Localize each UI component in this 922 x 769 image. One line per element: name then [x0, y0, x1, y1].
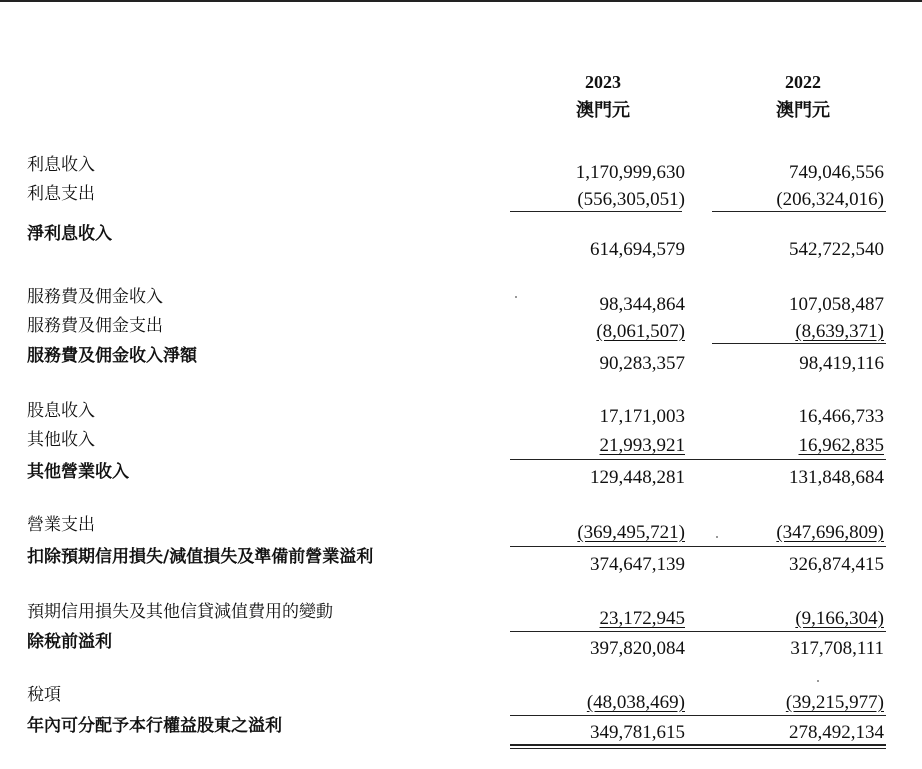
subtotal-rule-2023: [510, 211, 682, 212]
value-other-income-2022: 16,962,835: [798, 435, 884, 456]
label-dividend-income: 股息收入: [27, 401, 95, 421]
value-operating-profit-2023: 374,647,139: [590, 554, 685, 575]
value-fee-income-2023: 98,344,864: [599, 294, 685, 315]
scan-speck: [817, 680, 819, 682]
label-ecl-change: 預期信用損失及其他信貸減值費用的變動: [27, 602, 333, 622]
value-interest-expense-2022: (206,324,016): [776, 189, 884, 210]
total-double-rule-top: [510, 744, 886, 746]
value-tax-2022: (39,215,977): [785, 692, 884, 713]
label-operating-expenses: 營業支出: [27, 515, 95, 535]
value-other-operating-income-2022: 131,848,684: [789, 467, 884, 488]
value-ecl-change-2022: (9,166,304): [795, 608, 884, 629]
label-net-fee-income: 服務費及佣金收入淨額: [27, 346, 197, 366]
value-profit-for-year-2022: 278,492,134: [789, 722, 884, 743]
value-operating-profit-2022: 326,874,415: [789, 554, 884, 575]
subtotal-rule-ecl: [510, 631, 886, 632]
column-header-currency-2023: 澳門元: [576, 100, 630, 121]
label-interest-income: 利息收入: [27, 155, 95, 175]
total-double-rule-bottom: [510, 748, 886, 749]
value-profit-before-tax-2022: 317,708,111: [790, 638, 884, 659]
value-fee-expense-2022: (8,639,371): [795, 321, 884, 342]
label-other-operating-income: 其他營業收入: [27, 462, 129, 482]
value-net-interest-income-2023: 614,694,579: [590, 239, 685, 260]
column-header-year-2022: 2022: [785, 72, 821, 92]
value-net-interest-income-2022: 542,722,540: [789, 239, 884, 260]
label-interest-expense: 利息支出: [27, 184, 95, 204]
subtotal-rule-tax: [510, 715, 886, 716]
value-fee-expense-2023: (8,061,507): [596, 321, 685, 342]
value-net-fee-income-2022: 98,419,116: [799, 353, 884, 374]
label-fee-income: 服務費及佣金收入: [27, 287, 163, 307]
label-other-income: 其他收入: [27, 430, 95, 450]
value-tax-2023: (48,038,469): [586, 692, 685, 713]
value-operating-expenses-2022: (347,696,809): [776, 522, 884, 543]
column-header-year-2023: 2023: [585, 72, 621, 92]
scan-speck: [515, 296, 517, 298]
value-dividend-income-2022: 16,466,733: [798, 406, 884, 427]
value-operating-expenses-2023: (369,495,721): [577, 522, 685, 543]
value-fee-income-2022: 107,058,487: [789, 294, 884, 315]
value-profit-for-year-2023: 349,781,615: [590, 722, 685, 743]
label-tax: 稅項: [27, 685, 61, 705]
value-interest-expense-2023: (556,305,051): [577, 189, 685, 210]
value-profit-before-tax-2023: 397,820,084: [590, 638, 685, 659]
label-fee-expense: 服務費及佣金支出: [27, 316, 163, 336]
column-header-currency-2022: 澳門元: [776, 100, 830, 121]
subtotal-rule-operating: [510, 546, 886, 547]
value-interest-income-2023: 1,170,999,630: [575, 162, 685, 183]
label-profit-for-year: 年內可分配予本行權益股東之溢利: [27, 716, 282, 736]
subtotal-rule-2022: [712, 211, 886, 212]
value-interest-income-2022: 749,046,556: [789, 162, 884, 183]
label-profit-before-tax: 除稅前溢利: [27, 632, 112, 652]
value-ecl-change-2023: 23,172,945: [599, 608, 685, 629]
value-dividend-income-2023: 17,171,003: [599, 406, 685, 427]
subtotal-rule-other-income: [510, 459, 886, 460]
value-other-operating-income-2023: 129,448,281: [590, 467, 685, 488]
label-net-interest-income: 淨利息收入: [27, 224, 112, 244]
top-border-rule: [0, 0, 922, 2]
scan-speck: [716, 536, 718, 538]
value-net-fee-income-2023: 90,283,357: [599, 353, 685, 374]
subtotal-rule-fees-2022: [712, 343, 886, 344]
label-operating-profit: 扣除預期信用損失/減值損失及準備前營業溢利: [27, 547, 374, 567]
value-other-income-2023: 21,993,921: [599, 435, 685, 456]
